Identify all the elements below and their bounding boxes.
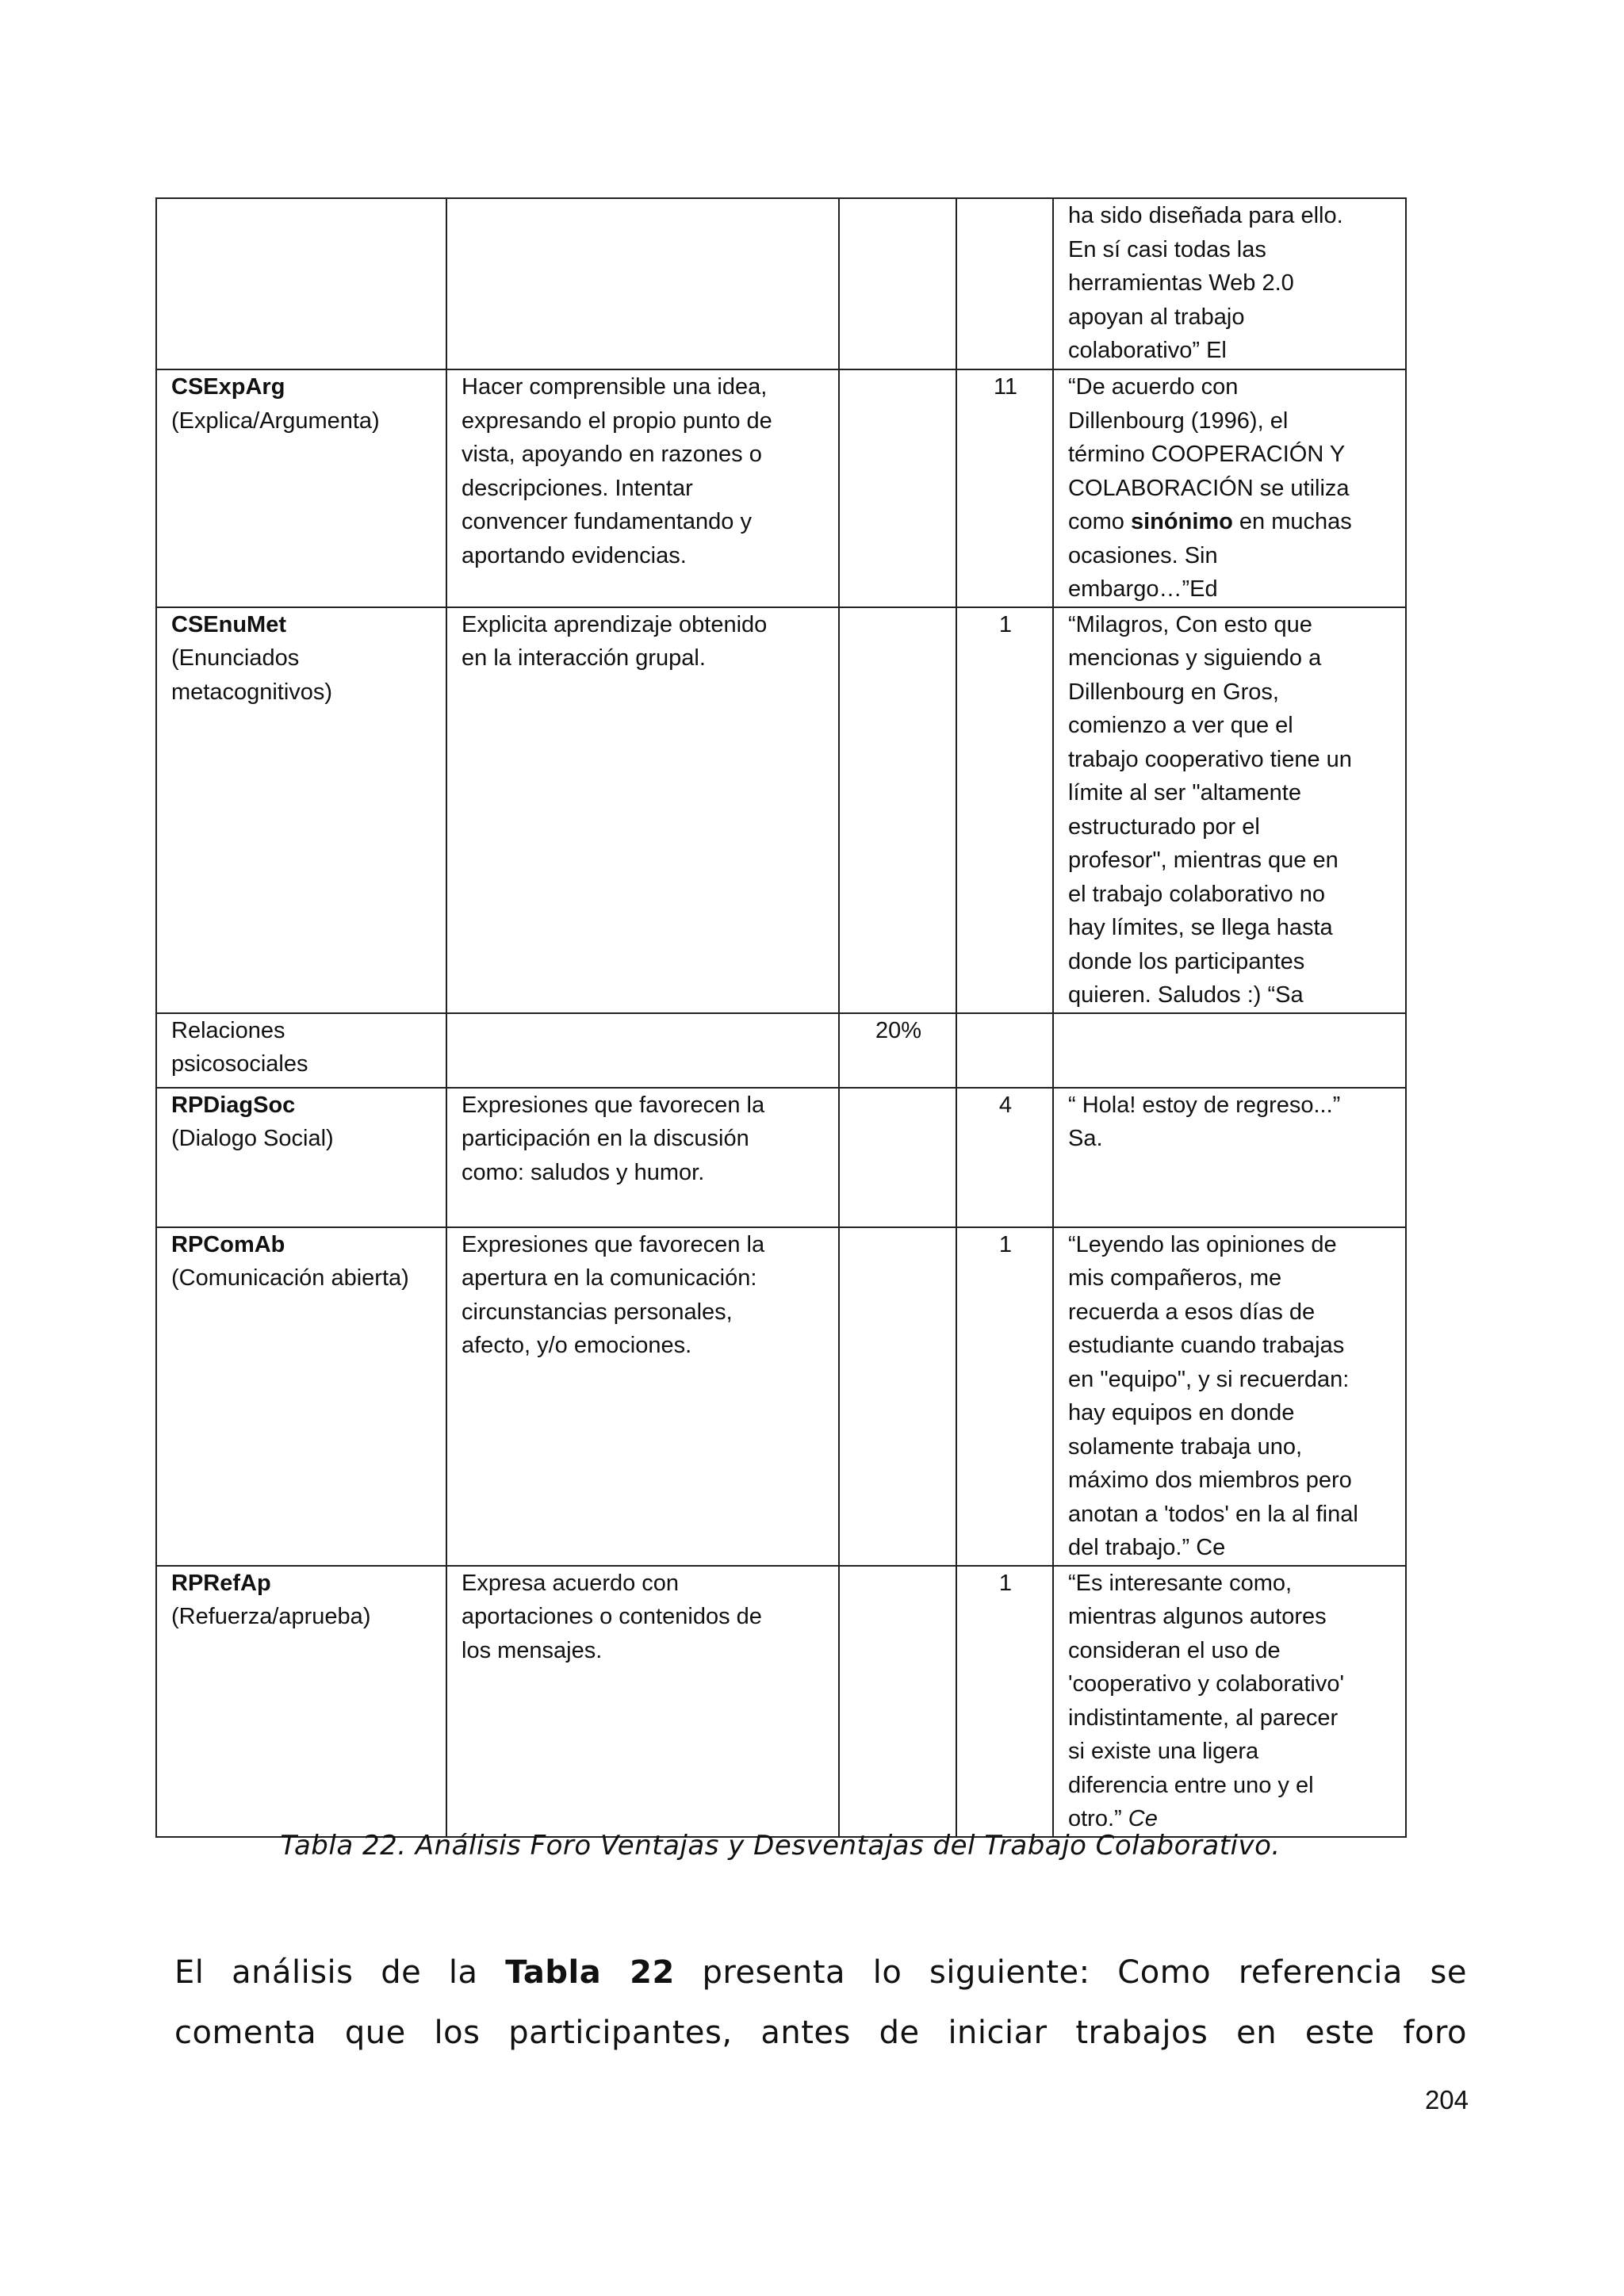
cell-percent — [839, 198, 956, 369]
table-row — [156, 369, 1406, 607]
cell-count: 1 — [956, 1227, 1053, 1566]
cell-quote: “ Hola! estoy de regreso...” Sa. — [1053, 1088, 1406, 1227]
table-row-category — [156, 1013, 1406, 1088]
cell-count — [956, 198, 1053, 369]
cell-code — [156, 1088, 446, 1227]
quote-text: “Es interesante como, mientras algunos autores consideran el uso de 'cooperativo y colaborativo' indistintamente, al parecer si existe una ligera diferencia entre uno y el otro.” — [1068, 1570, 1344, 1831]
paragraph-text: El análisis de la — [174, 1954, 506, 1991]
cell-count: 4 — [956, 1088, 1053, 1227]
cell-quote — [1053, 1013, 1406, 1088]
cell-percent — [839, 1088, 956, 1227]
cell-quote: “Milagros, Con esto que mencionas y siguiendo a Dillenbourg en Gros, comienzo a ver que el trabajo cooperativo tiene un límite al ser "altamente estructurado por el profesor", mientras que en el trabajo colaborativo no hay límites, se llega hasta donde los participantes quieren. Saludos :) “Sa — [1053, 607, 1406, 1013]
cell-quote — [1053, 369, 1406, 607]
code-label: RPDiagSoc — [171, 1092, 296, 1118]
cell-definition: Expresiones que favorecen la apertura en la comunicación: circunstancias personales, afecto, y/o emociones. — [446, 1227, 839, 1566]
quote-text: “De acuerdo con Dillenbourg (1996), el término COOPERACIÓN Y COLABORACIÓN se utiliza como — [1068, 374, 1350, 534]
code-label: CSEnuMet — [171, 611, 286, 637]
body-paragraph — [174, 1942, 1467, 2063]
paragraph-text: presenta lo siguiente: Como referencia se — [674, 1954, 1468, 1991]
quote-text: en muchas ocasiones. Sin embargo…”Ed — [1068, 509, 1352, 602]
cell-definition: Expresa acuerdo con aportaciones o contenidos de los mensajes. — [446, 1566, 839, 1837]
cell-code — [156, 1227, 446, 1566]
paragraph-bold-ref: Tabla 22 — [505, 1954, 675, 1991]
code-description: (Comunicación abierta) — [171, 1265, 409, 1291]
code-description: (Refuerza/aprueba) — [171, 1604, 371, 1629]
code-label: RPRefAp — [171, 1570, 271, 1596]
cell-quote — [1053, 1566, 1406, 1837]
table-row-continuation — [156, 198, 1406, 369]
cell-count — [956, 1013, 1053, 1088]
code-label: CSExpArg — [171, 374, 285, 400]
paragraph-line-1 — [174, 1942, 1467, 2003]
table-row — [156, 1566, 1406, 1837]
cell-definition — [446, 198, 839, 369]
cell-count: 1 — [956, 1566, 1053, 1837]
paragraph-line-2: comenta que los participantes, antes de iniciar trabajos en este foro — [174, 2015, 1467, 2051]
quote-bold-text: sinónimo — [1130, 509, 1233, 534]
table-row — [156, 607, 1406, 1013]
cell-percent — [839, 1566, 956, 1837]
cell-definition: Hacer comprensible una idea, expresando el propio punto de vista, apoyando en razones o descripciones. Intentar convencer fundamentando y aportando evidencias. — [446, 369, 839, 607]
cell-percent — [839, 369, 956, 607]
table-caption: Tabla 22. Análisis Foro Ventajas y Desventajas del Trabajo Colaborativo. — [280, 1830, 1281, 1862]
code-description: (Explica/Argumenta) — [171, 408, 380, 434]
cell-definition: Explicita aprendizaje obtenido en la interacción grupal. — [446, 607, 839, 1013]
cell-percent — [839, 1227, 956, 1566]
cell-code — [156, 198, 446, 369]
cell-code — [156, 607, 446, 1013]
code-description: (Dialogo Social) — [171, 1126, 334, 1151]
page-number: 204 — [1424, 2085, 1469, 2114]
cell-definition: Expresiones que favorecen la participación en la discusión como: saludos y humor. — [446, 1088, 839, 1227]
cell-code — [156, 369, 446, 607]
code-description: (Enunciados metacognitivos) — [171, 645, 333, 705]
cell-code — [156, 1566, 446, 1837]
cell-count: 11 — [956, 369, 1053, 607]
cell-category: Relaciones psicosociales — [156, 1013, 446, 1088]
table-row — [156, 1088, 1406, 1227]
cell-definition — [446, 1013, 839, 1088]
code-label: RPComAb — [171, 1231, 285, 1257]
analysis-table — [155, 197, 1407, 1838]
cell-percent — [839, 607, 956, 1013]
quote-author-italic: Ce — [1128, 1806, 1158, 1831]
cell-percent: 20% — [839, 1013, 956, 1088]
cell-quote: “Leyendo las opiniones de mis compañeros, me recuerda a esos días de estudiante cuando trabajas en "equipo", y si recuerdan: hay equipos en donde solamente trabaja uno, máximo dos miembros pero anotan a 'todos' en la al final del trabajo.” Ce — [1053, 1227, 1406, 1566]
table-row — [156, 1227, 1406, 1566]
cell-quote: ha sido diseñada para ello. En sí casi todas las herramientas Web 2.0 apoyan al trabajo colaborativo” El — [1053, 198, 1406, 369]
cell-count: 1 — [956, 607, 1053, 1013]
